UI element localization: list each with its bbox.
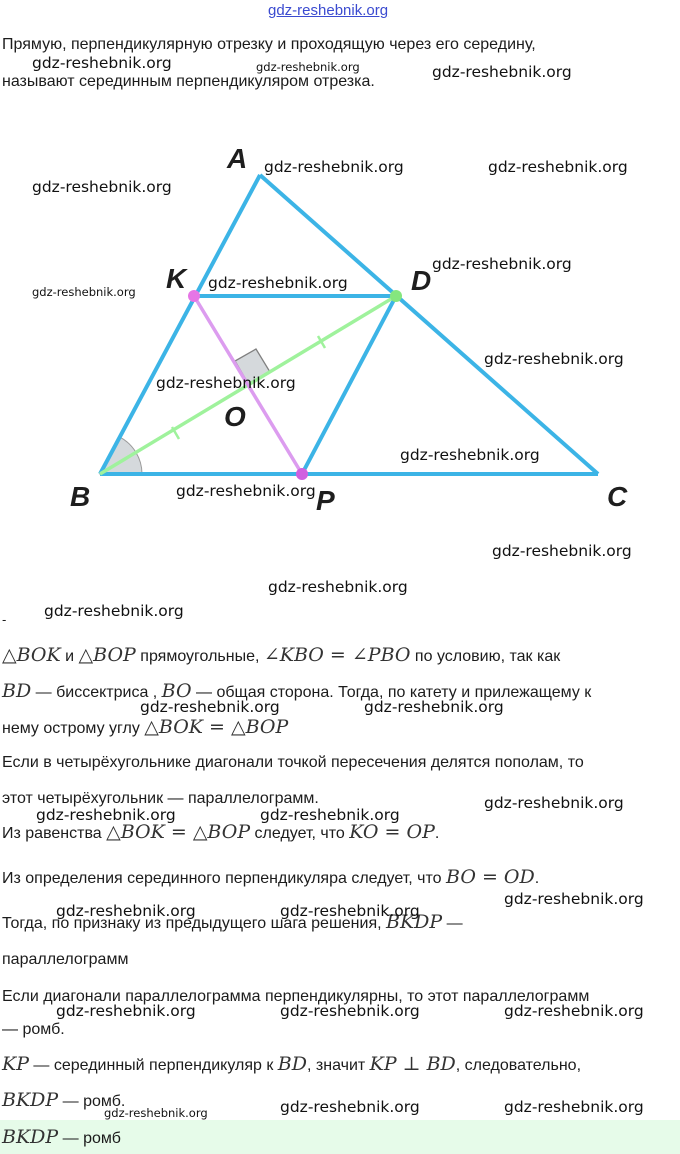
solution-p6-line1: Если диагонали параллелограмма перпендикулярны, то этот параллелограмм: [2, 988, 590, 1005]
watermark: gdz-reshebnik.org: [56, 902, 196, 920]
watermark: gdz-reshebnik.org: [280, 1002, 420, 1020]
side-ac: [260, 175, 598, 474]
watermark: gdz-reshebnik.org: [140, 698, 280, 716]
solution-p7-line1: KP — серединный перпендикуляр к BD, значит KP ⊥ BD, следовательно,: [2, 1053, 582, 1075]
label-b: B: [70, 481, 91, 512]
label-d: D: [411, 265, 432, 296]
solution-p1-line1: △BOK и △BOP прямоугольные, ∠KBO = ∠PBO по условию, так как: [2, 644, 561, 666]
watermark: gdz-reshebnik.org: [432, 63, 572, 81]
label-k: K: [166, 263, 187, 294]
site-link[interactable]: gdz-reshebnik.org: [268, 2, 389, 19]
label-c: C: [607, 481, 628, 512]
intro-line-2: называют серединным перпендикуляром отрезка.: [2, 73, 375, 90]
watermark: gdz-reshebnik.org: [400, 446, 540, 464]
watermark: gdz-reshebnik.org: [104, 1106, 208, 1120]
watermark: gdz-reshebnik.org: [488, 158, 628, 176]
watermark: gdz-reshebnik.org: [484, 350, 624, 368]
watermark: gdz-reshebnik.org: [36, 806, 176, 824]
watermark: gdz-reshebnik.org: [264, 158, 404, 176]
watermark: gdz-reshebnik.org: [156, 374, 296, 392]
watermark: gdz-reshebnik.org: [208, 274, 348, 292]
watermark: gdz-reshebnik.org: [44, 602, 184, 620]
watermark: gdz-reshebnik.org: [280, 902, 420, 920]
watermark: gdz-reshebnik.org: [504, 890, 644, 908]
label-p: P: [316, 485, 335, 516]
watermark: gdz-reshebnik.org: [484, 794, 624, 812]
solution-p2-line2: этот четырёхугольник — параллелограмм.: [2, 790, 319, 807]
watermark: gdz-reshebnik.org: [504, 1002, 644, 1020]
intro-line-1: Прямую, перпендикулярную отрезку и проходящую через его середину,: [2, 36, 536, 53]
solution-p1-line3: нему острому углу △BOK = △BOP: [2, 716, 289, 738]
watermark: gdz-reshebnik.org: [268, 578, 408, 596]
watermark: gdz-reshebnik.org: [176, 482, 316, 500]
solution-p5-line1: Тогда, по признаку из предыдущего шага решения, BKDP —: [2, 911, 463, 933]
watermark: gdz-reshebnik.org: [492, 542, 632, 560]
solution-p1-line2: BD — биссектриса , BO — общая сторона. Тогда, по катету и прилежащему к: [2, 680, 592, 702]
solution-p4: Из определения серединного перпендикуляра следует, что BO = OD.: [2, 866, 540, 888]
watermark: gdz-reshebnik.org: [504, 1098, 644, 1116]
solution-p6-line2: — ромб.: [2, 1021, 65, 1038]
watermark: gdz-reshebnik.org: [32, 178, 172, 196]
solution-p5-line2: параллелограмм: [2, 951, 129, 968]
point-p: [296, 468, 308, 480]
label-o: O: [224, 401, 246, 432]
watermark: gdz-reshebnik.org: [56, 1002, 196, 1020]
solution-p3: Из равенства △BOK = △BOP следует, что KO = OP.: [2, 821, 440, 843]
answer-box: [0, 1120, 680, 1154]
point-d: [390, 290, 402, 302]
watermark: gdz-reshebnik.org: [32, 285, 136, 299]
watermark: gdz-reshebnik.org: [364, 698, 504, 716]
watermark: gdz-reshebnik.org: [256, 60, 360, 74]
solution-p7-line2: BKDP — ромб.: [2, 1089, 126, 1111]
separator-dash: -: [2, 612, 7, 627]
watermark: gdz-reshebnik.org: [432, 255, 572, 273]
label-a: A: [227, 143, 248, 174]
solution-p2-line1: Если в четырёхугольнике диагонали точкой пересечения делятся пополам, то: [2, 754, 584, 771]
watermark: gdz-reshebnik.org: [280, 1098, 420, 1116]
watermark: gdz-reshebnik.org: [260, 806, 400, 824]
answer-text: BKDP — ромб: [2, 1126, 121, 1148]
point-k: [188, 290, 200, 302]
watermark: gdz-reshebnik.org: [32, 54, 172, 72]
